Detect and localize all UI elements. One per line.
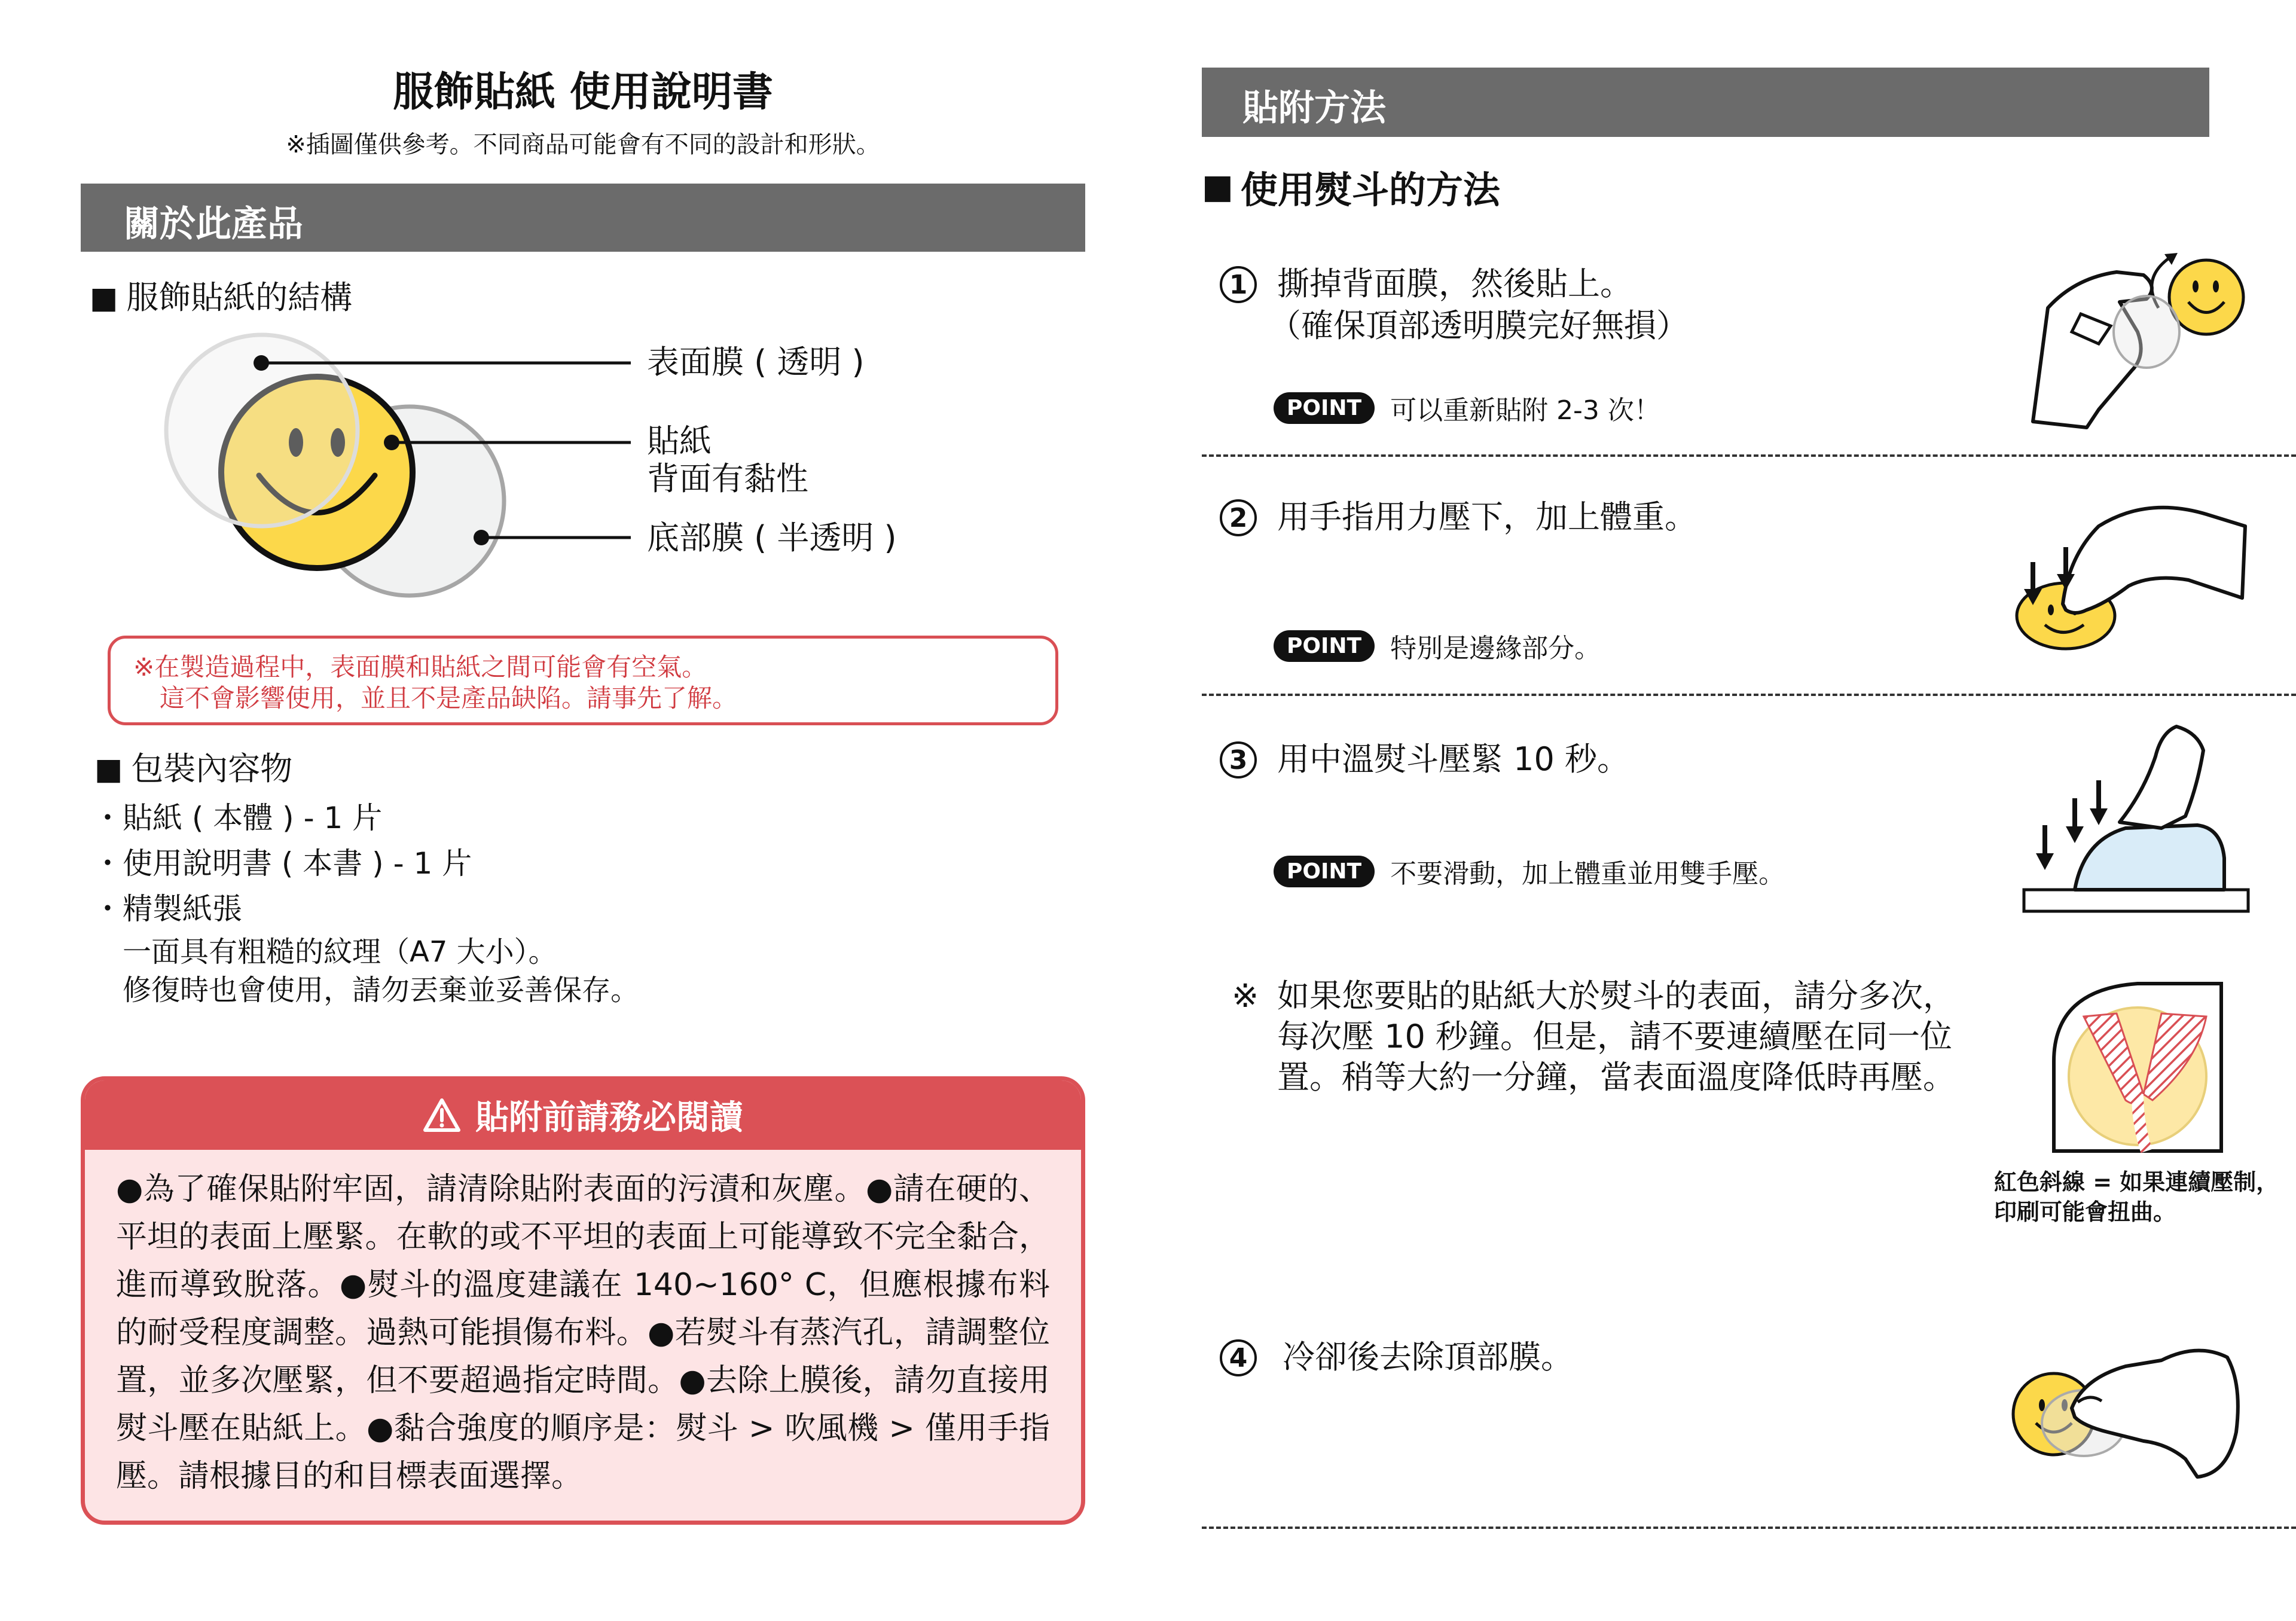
step-1-text: 撕掉背面膜，然後貼上。 [1277, 265, 1632, 303]
step-2-text: 用手指用力壓下，加上體重。 [1277, 498, 1697, 536]
point-badge: POINT [1274, 630, 1375, 662]
step-1-subtext: （確保頂部透明膜完好無損） [1269, 307, 1689, 344]
list-item: ・精製紙張 [93, 892, 242, 926]
step-divider [1202, 454, 2296, 457]
step-1-point: POINT 可以重新貼附 2-3 次！ [1274, 389, 1660, 427]
step-4-text: 冷卻後去除頂部膜。 [1283, 1338, 1573, 1376]
warning-title: 貼附前請務必閱讀 [475, 1098, 743, 1137]
label-bottom-film: 底部膜 ( 半透明 ) [647, 519, 897, 557]
section-header-about: 關於此產品 [81, 184, 1085, 252]
step-2-point: POINT 特別是邊緣部分。 [1274, 627, 1601, 665]
remove-film-illustration [2006, 1330, 2245, 1486]
step-number-3: 3 [1220, 741, 1257, 779]
contents-heading: ■ 包裝內容物 [94, 750, 293, 787]
square-bullet-icon: ■ [90, 280, 118, 315]
large-sticker-note: 如果您要貼的貼紙大於熨斗的表面，請分多次，每次壓 10 秒鐘。但是，請不要連續壓在同一位置。稍等大約一分鐘，當表面溫度降低時再壓。 [1277, 977, 1955, 1096]
structure-heading: ■ 服飾貼紙的結構 [90, 279, 353, 316]
peel-film-illustration [2021, 242, 2248, 434]
warning-body: ●為了確保貼附牢固，請清除貼附表面的污漬和灰塵。●請在硬的、平坦的表面上壓緊。在軟的或不平坦的表面上可能導致不完全黏合，進而導致脫落。●熨斗的溫度建議在 140~160° C，但應根據布料的耐受程度調整。過熱可能損傷布料。●若熨斗有蒸汽孔，請調整位置，並多次壓緊，但不要超過指定時間。●去除上膜後，請勿直接用熨斗壓在貼紙上。●黏合強度的順序是：熨斗 > 吹風機 > 僅用手指壓。請根據目的和目標表面選擇。 [116, 1171, 1050, 1494]
warning-header [85, 1080, 1081, 1150]
contents-list [93, 795, 472, 932]
step-3-point: POINT 不要滑動，加上體重並用雙手壓。 [1274, 852, 1785, 890]
section-header-apply: 貼附方法 [1202, 68, 2209, 137]
label-surface-film: 表面膜 ( 透明 ) [647, 343, 865, 381]
step-number-1: 1 [1220, 266, 1257, 303]
overlap-warning-illustration [2048, 972, 2233, 1157]
page-title: 服飾貼紙 使用說明書 [393, 69, 773, 116]
iron-press-illustration [2018, 721, 2251, 918]
step-divider [1202, 1527, 2296, 1529]
warning-icon [423, 1098, 461, 1132]
sticker-structure-diagram [120, 323, 658, 622]
hatch-caption: 紅色斜線 = 如果連續壓制， 印刷可能會扭曲。 [1994, 1169, 2279, 1225]
square-bullet-icon: ■ [94, 752, 123, 786]
step-number-2: 2 [1220, 499, 1257, 536]
label-sticker-adhesive: 背面有黏性 [647, 460, 808, 497]
paper-description: 一面具有粗糙的紋理（A7 大小）。 修復時也會使用，請勿丟棄並妥善保存。 [123, 935, 640, 1007]
step-divider [1202, 694, 2296, 696]
warning-box [81, 1076, 1085, 1525]
note-mark: ※ [1232, 977, 1259, 1015]
label-sticker: 貼紙 [647, 422, 712, 460]
page-subtitle: ※插圖僅供參考。不同商品可能會有不同的設計和形狀。 [286, 131, 880, 158]
point-badge: POINT [1274, 856, 1375, 887]
square-bullet-icon: ■ [1202, 167, 1234, 206]
air-bubble-notice: ※在製造過程中，表面膜和貼紙之間可能會有空氣。 這不會影響使用，並且不是產品缺陷。請事先了解。 [108, 636, 1058, 725]
finger-press-illustration [2009, 490, 2254, 658]
point-badge: POINT [1274, 392, 1375, 424]
list-item: ・貼紙 ( 本體 ) - 1 片 [93, 801, 383, 835]
step-number-4: 4 [1220, 1339, 1257, 1376]
list-item: ・使用說明書 ( 本書 ) - 1 片 [93, 846, 472, 881]
step-3-text: 用中溫熨斗壓緊 10 秒。 [1277, 740, 1630, 778]
method-heading: ■ 使用熨斗的方法 [1202, 167, 1500, 212]
